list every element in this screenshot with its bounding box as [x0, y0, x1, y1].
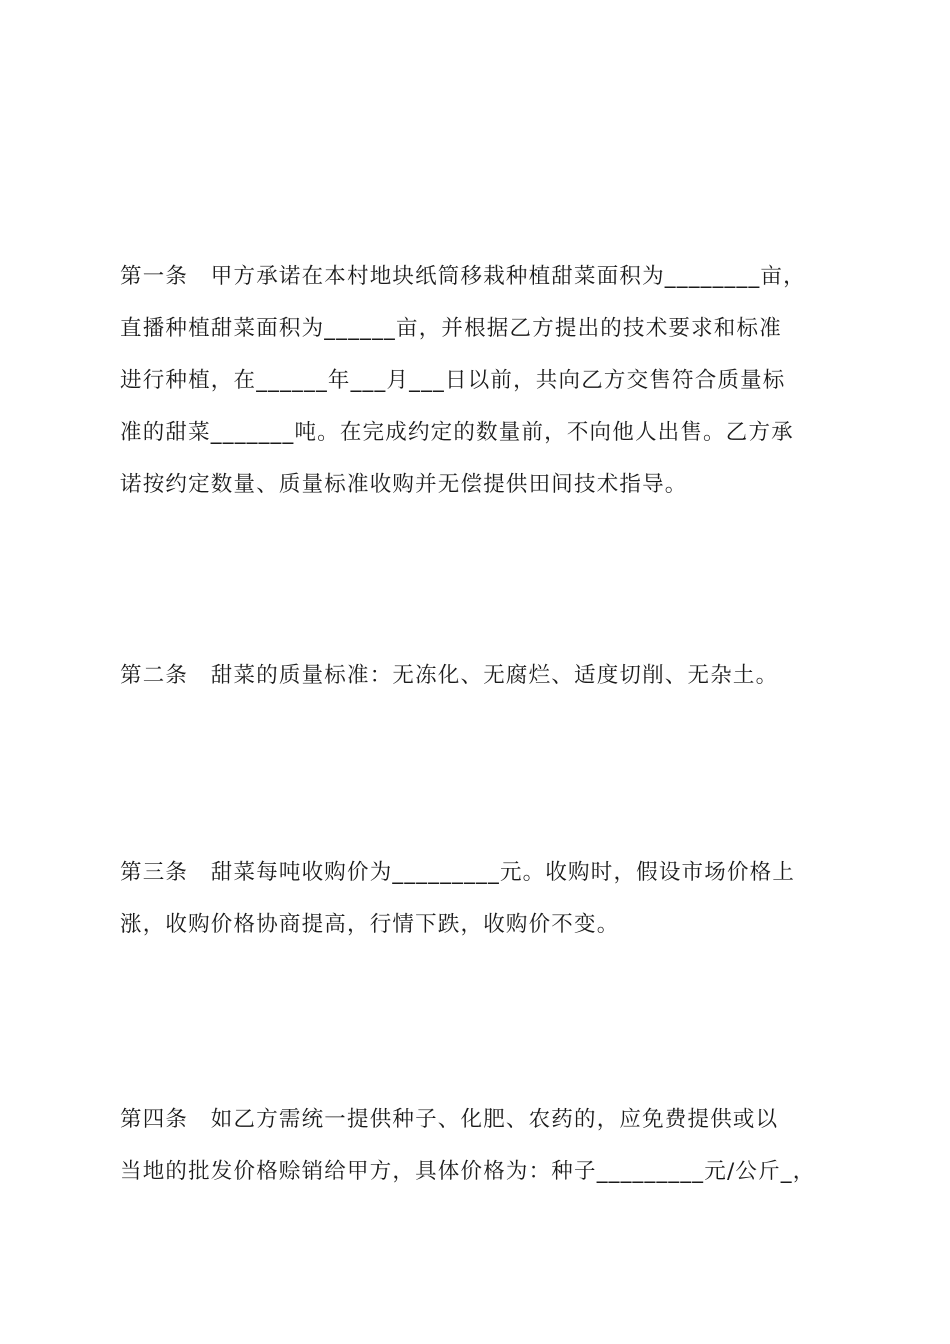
- article-1: [120, 251, 850, 511]
- article-2: [120, 650, 850, 702]
- article-3-line-1: 第三条 甜菜每吨收购价为_________元。收购时，假设市场价格上: [120, 860, 796, 885]
- article-2-line-1: 第二条 甜菜的质量标准：无冻化、无腐烂、适度切削、无杂土。: [120, 663, 779, 688]
- article-1-line-2: 直播种植甜菜面积为______亩，并根据乙方提出的技术要求和标准: [120, 316, 782, 341]
- article-1-line-1: 第一条 甲方承诺在本村地块纸筒移栽种植甜菜面积为________亩，: [120, 264, 806, 289]
- article-3-line-2: 涨，收购价格协商提高，行情下跌，收购价不变。: [120, 912, 620, 937]
- article-4: [120, 1094, 850, 1198]
- article-3: [120, 847, 850, 951]
- article-1-line-4: 准的甜菜_______吨。在完成约定的数量前，不向他人出售。乙方承: [120, 420, 794, 445]
- article-1-line-5: 诺按约定数量、质量标准收购并无偿提供田间技术指导。: [120, 472, 688, 497]
- article-4-line-2: 当地的批发价格赊销给甲方，具体价格为：种子_________元/公斤_，: [120, 1159, 816, 1184]
- article-1-line-3: 进行种植，在______年___月___日以前，共向乙方交售符合质量标: [120, 368, 786, 393]
- article-4-line-1: 第四条 如乙方需统一提供种子、化肥、农药的，应免费提供或以: [120, 1107, 779, 1132]
